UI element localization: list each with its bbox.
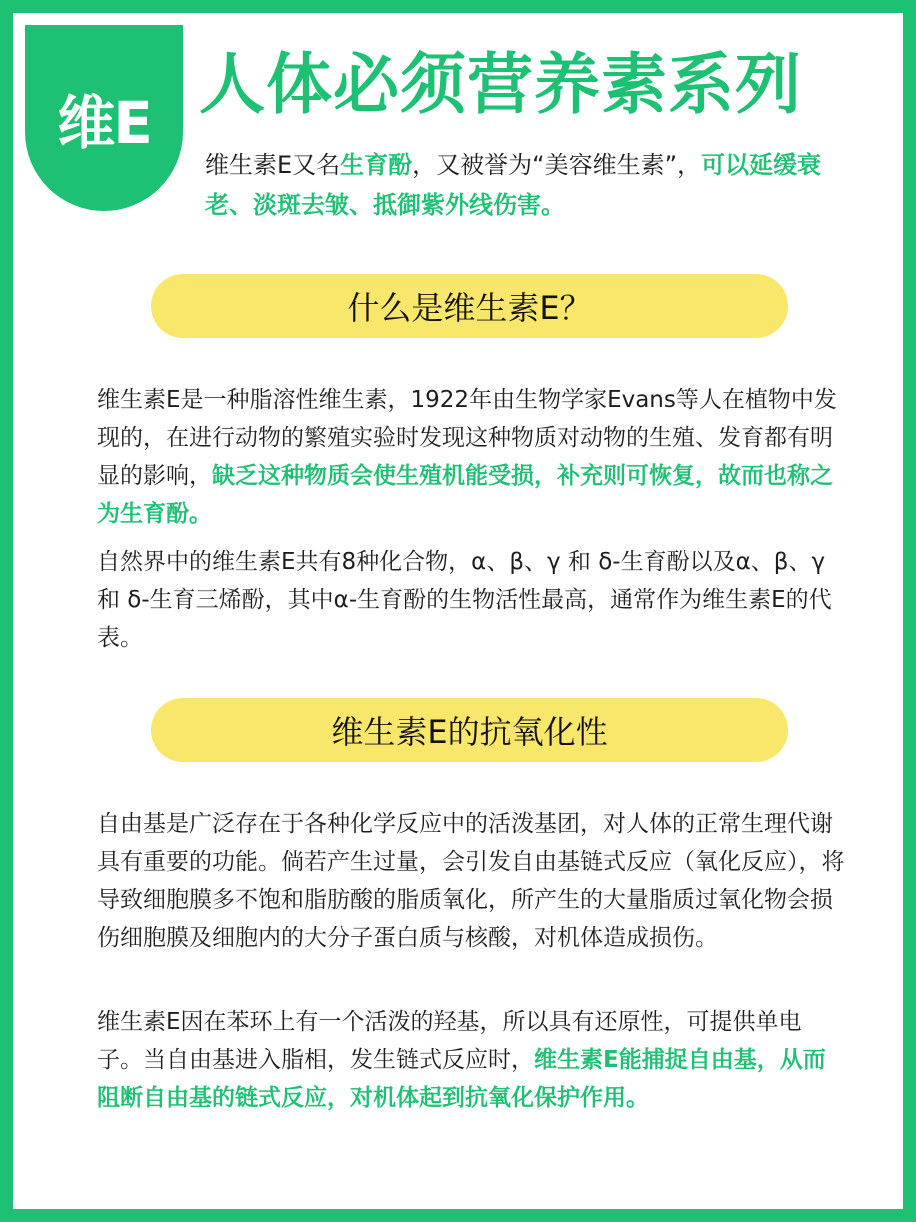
paragraph-compounds xyxy=(97,543,847,657)
paragraph-mechanism xyxy=(97,1003,847,1117)
section-heading-what-is-vitamin-e xyxy=(151,274,788,338)
intro-text-2: ，又被誉为“美容维生素”， xyxy=(412,151,702,179)
badge-label: 维E xyxy=(57,89,151,157)
paragraph-discovery xyxy=(97,381,847,533)
paragraph-highlight: 缺乏这种物质会使生殖机能受损，补充则可恢复，故而也称之为生育酚。 xyxy=(97,463,833,527)
vitamin-e-badge xyxy=(25,25,183,211)
paragraph-text: 自由基是广泛存在于各种化学反应中的活泼基团，对人体的正常生理代谢具有重要的功能。倘若产生过量，会引发自由基链式反应（氧化反应），将导致细胞膜多不饱和脂肪酸的脂质氧化，所产生的大量脂质过氧化物会损伤细胞膜及细胞内的大分子蛋白质与核酸，对机体造成损伤。 xyxy=(97,811,845,951)
section-heading-text: 什么是维生素E？ xyxy=(347,289,592,327)
paragraph-free-radicals xyxy=(97,805,847,957)
intro-paragraph xyxy=(205,145,865,225)
section-heading-antioxidant xyxy=(151,698,788,762)
intro-text-1: 维生素E又名 xyxy=(205,151,341,179)
paragraph-text: 维生素E因在苯环上有一个活泼的羟基，所以具有还原性，可提供单电子。当自由基进入脂相，发生链式反应时， xyxy=(97,1009,802,1073)
paragraph-highlight: 维生素E能捕捉自由基，从而阻断自由基的链式反应，对机体起到抗氧化保护作用。 xyxy=(97,1047,826,1111)
section-heading-text: 维生素E的抗氧化性 xyxy=(331,713,608,751)
page-title: 人体必须营养素系列 xyxy=(199,46,802,123)
intro-highlight-2: 可以延缓衰老、淡斑去皱、抵御紫外线伤害。 xyxy=(205,151,822,219)
paragraph-text: 自然界中的维生素E共有8种化合物，α、β、γ 和 δ-生育酚以及α、β、γ 和 δ-生育三烯酚，其中α-生育酚的生物活性最高，通常作为维生素E的代表。 xyxy=(97,549,832,651)
intro-highlight-1: 生育酚 xyxy=(340,151,413,179)
paragraph-text: 维生素E是一种脂溶性维生素，1922年由生物学家Evans等人在植物中发现的，在进行动物的繁殖实验时发现这种物质对动物的生殖、发育都有明显的影响， xyxy=(97,387,837,489)
